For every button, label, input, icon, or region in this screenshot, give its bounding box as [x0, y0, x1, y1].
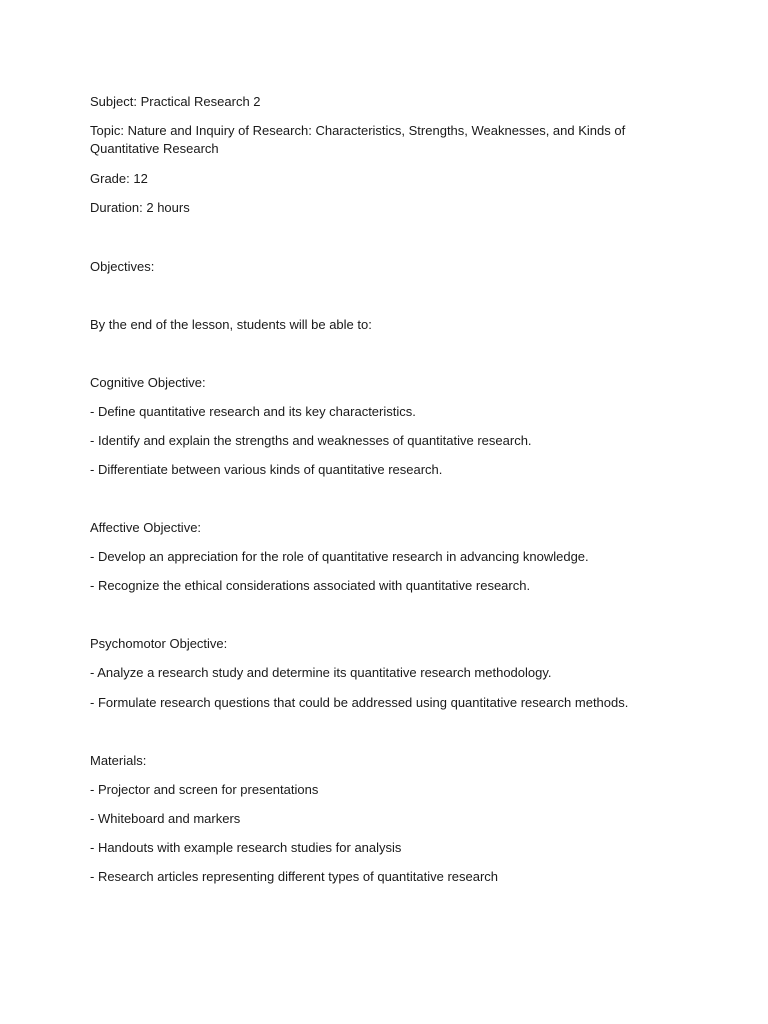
affective-item: - Recognize the ethical considerations associated with quantitative research.	[90, 578, 531, 593]
materials-heading: Materials:	[90, 753, 147, 768]
objectives-intro: By the end of the lesson, students will be able to:	[90, 317, 372, 332]
cognitive-heading: Cognitive Objective:	[90, 375, 206, 390]
affective-item: - Develop an appreciation for the role of quantitative research in advancing knowledge.	[90, 549, 589, 564]
psychomotor-item: - Formulate research questions that could be addressed using quantitative research methods.	[90, 695, 629, 710]
psychomotor-item: - Analyze a research study and determine its quantitative research methodology.	[90, 665, 552, 680]
psychomotor-heading: Psychomotor Objective:	[90, 636, 228, 651]
cognitive-item: - Define quantitative research and its key characteristics.	[90, 404, 416, 419]
subject-line: Subject: Practical Research 2	[90, 94, 261, 109]
materials-item: - Projector and screen for presentations	[90, 782, 319, 797]
topic-line: Topic: Nature and Inquiry of Research: Characteristics, Strengths, Weaknesses, and Kinds of Quantitative Research	[90, 123, 626, 156]
cognitive-item: - Identify and explain the strengths and weaknesses of quantitative research.	[90, 433, 532, 448]
grade-line: Grade: 12	[90, 171, 148, 186]
materials-item: - Research articles representing different types of quantitative research	[90, 869, 499, 884]
materials-item: - Handouts with example research studies for analysis	[90, 840, 402, 855]
materials-item: - Whiteboard and markers	[90, 811, 241, 826]
objectives-heading: Objectives:	[90, 259, 155, 274]
duration-line: Duration: 2 hours	[90, 200, 190, 215]
affective-heading: Affective Objective:	[90, 520, 202, 535]
cognitive-item: - Differentiate between various kinds of quantitative research.	[90, 462, 443, 477]
